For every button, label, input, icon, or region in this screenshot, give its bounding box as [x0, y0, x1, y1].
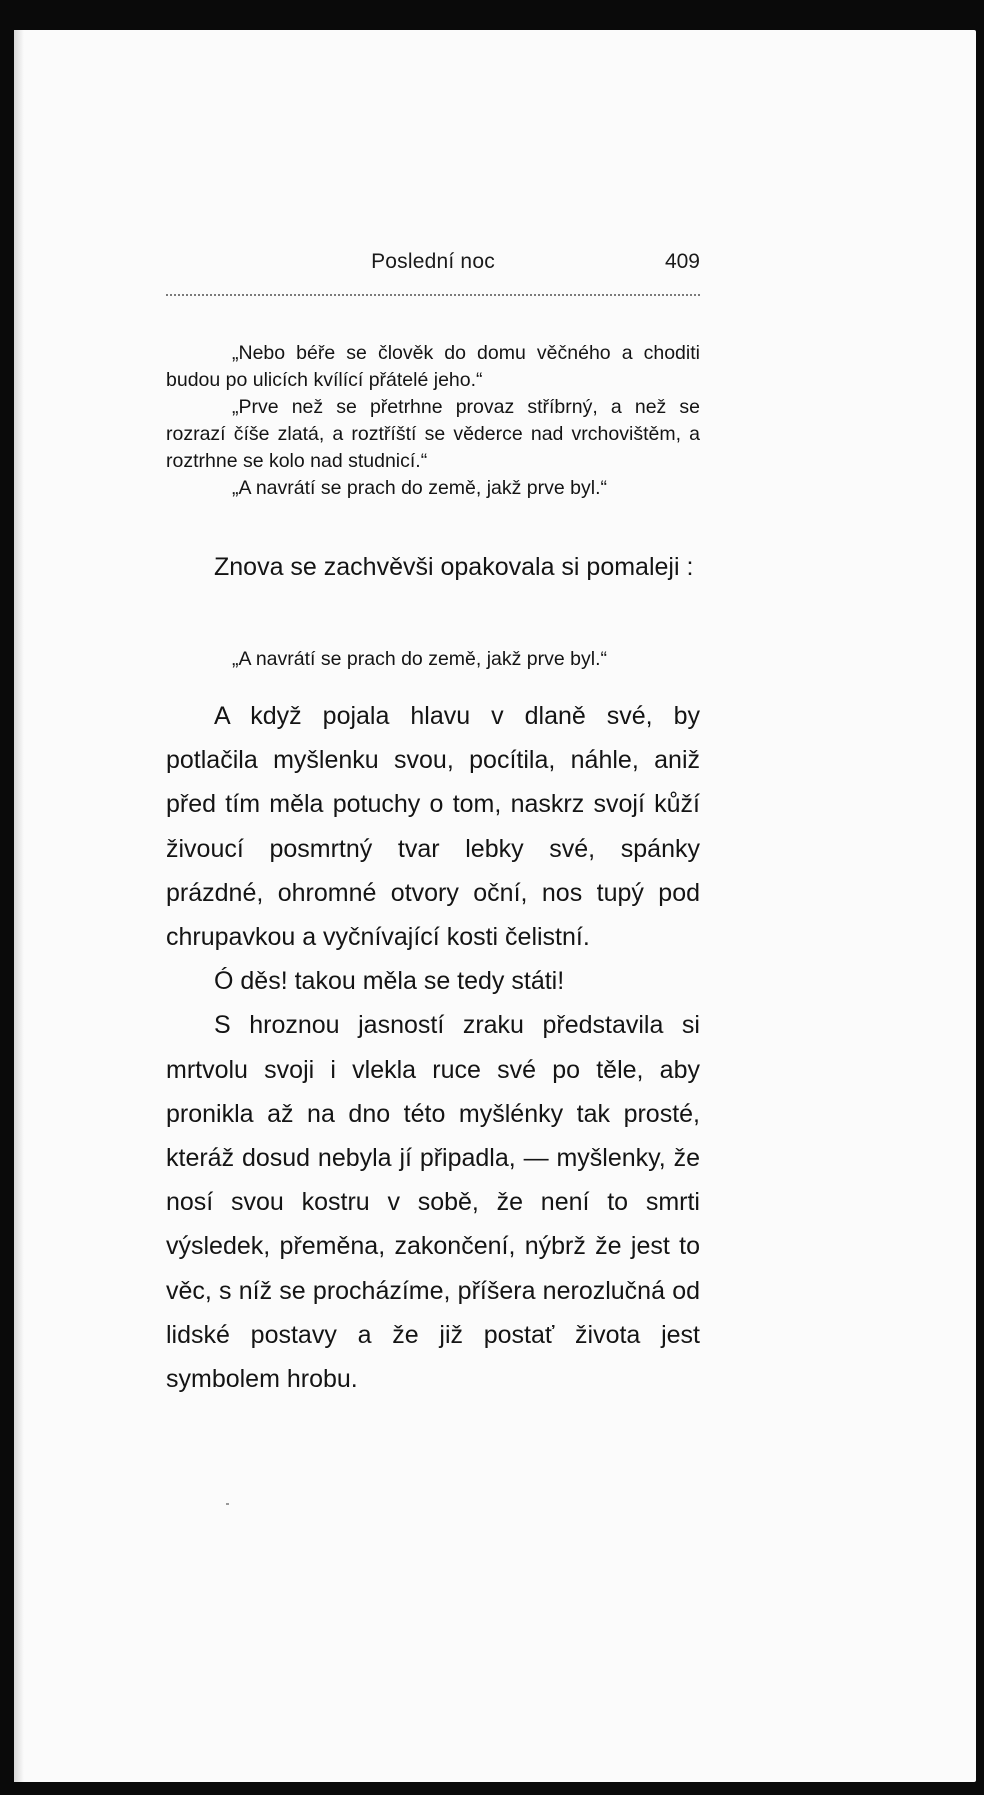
body-text — [166, 694, 700, 1401]
paragraph-3: S hroznou jasností zraku představila si mrtvolu svoji i vlekla ruce své po těle, aby pronikla až na dno této myšlénky tak prosté, kteráž dosud nebyla jí připadla, — myšlenky, že nosí svou kostru v sobě, že není to smrti výsledek, přeměna, zakončení, nýbrž že jest to věc, s níž se procházíme, příšera nerozlučná od lidské postavy a že již postať života jest symbolem hrobu. — [166, 1011, 700, 1394]
running-head-title: Poslední noc — [371, 250, 495, 273]
paragraph-znova: Znova se zachvěvši opakovala si pomaleji : — [214, 553, 694, 581]
quote-repeat: „A navrátí se prach do země, jakž prve byl.“ — [232, 648, 607, 670]
print-speck — [226, 1503, 229, 1505]
biblical-quotes — [166, 340, 700, 502]
paragraph-2: Ó děs! takou měla se tedy státi! — [214, 967, 565, 996]
header-rule — [166, 294, 700, 296]
quote-3: „A navrátí se prach do země, jakž prve byl.“ — [232, 477, 607, 499]
quote-2: „Prve než se přetrhne provaz stříbrný, a než se rozrazí číše zlatá, a roztříští se věderce nad vrchovištěm, a roztrhne se kolo nad studnicí.“ — [166, 396, 700, 472]
page-number: 409 — [664, 250, 700, 273]
page-edge-shadow — [14, 30, 24, 1782]
quote-1: „Nebo béře se člověk do domu věčného a choditi budou po ulicích kvílící přátelé jeho.“ — [166, 342, 700, 391]
running-head — [166, 250, 700, 280]
paragraph-1: A když pojala hlavu v dlaně své, by potlačila myšlenku svou, pocítila, náhle, aniž před tím měla potuchy o tom, naskrz svojí kůží živoucí posmrtný tvar lebky své, spánky prázdné, ohromné otvory oční, nos tupý pod chrupavkou a vyčnívající kosti čelistní. — [166, 702, 700, 952]
